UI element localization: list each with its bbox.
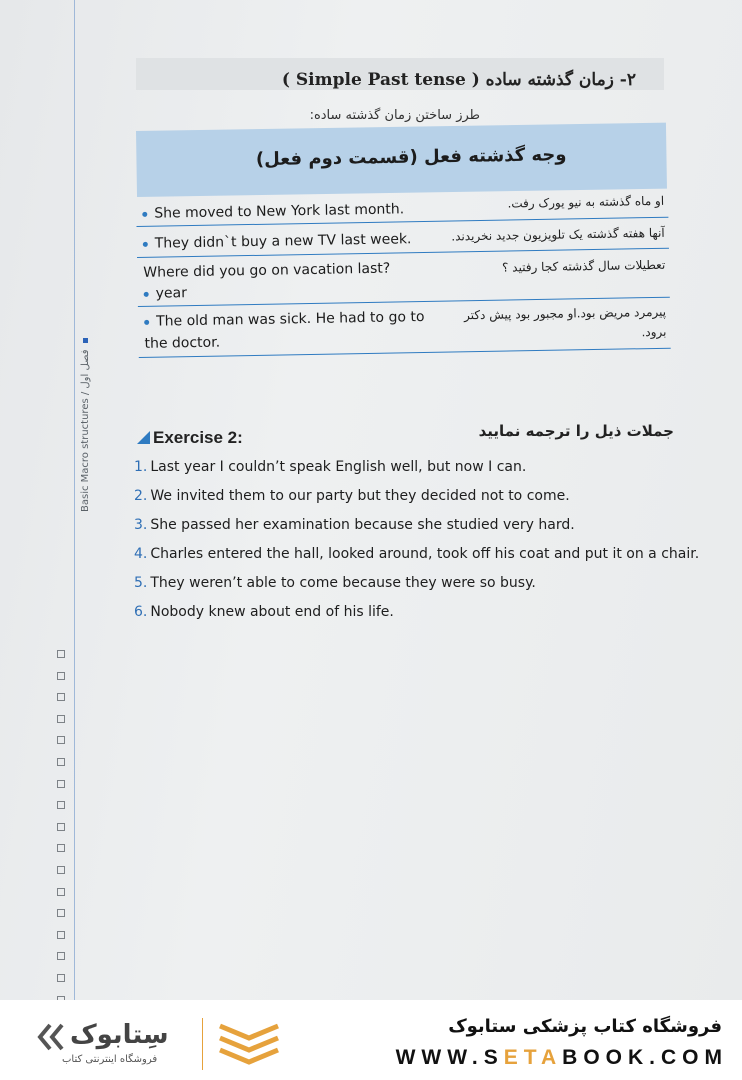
exercise-item: 2. We invited them to our party but they decided not to come. <box>134 488 570 504</box>
rule-band-title: وجه گذشته فعل (قسمت دوم فعل) <box>255 144 567 171</box>
example-row: They didn`t buy a new TV last week. آنها هفته گذشته یک تلویزیون جدید نخریدند. <box>137 218 669 258</box>
exercise-instruction: جملات ذیل را ترجمه نمایید <box>478 422 674 440</box>
section-title: ۲- زمان گذشته ساده ( Simple Past tense ) <box>281 70 636 90</box>
square-marker-icon <box>83 339 88 344</box>
margin-boxes <box>57 650 65 1039</box>
exercise-item: 6. Nobody knew about end of his life. <box>134 604 394 620</box>
example-row: The old man was sick. He had to go to the doctor. پیرمرد مریض بود.او مجبور بود پیش دکتر برود. <box>138 298 671 358</box>
exercise-item: 3. She passed her examination because she studied very hard. <box>134 517 575 533</box>
exercise-item: 1. Last year I couldn’t speak English well, but now I can. <box>134 459 527 475</box>
rule-band <box>136 123 667 197</box>
example-row: Where did you go on vacation last? year تعطیلات سال گذشته کجا رفتید ؟ <box>137 249 670 307</box>
bullet-icon <box>144 319 149 324</box>
running-header <box>80 339 91 513</box>
running-header-text: Basic Macro structures / فصل اول <box>80 349 91 512</box>
store-name: فروشگاه کتاب پزشکی ستابوک <box>448 1016 722 1037</box>
bullet-icon <box>143 241 148 246</box>
store-url[interactable]: WWW.SETABOOK.COM <box>395 1046 728 1069</box>
book-stack-icon <box>214 1016 284 1068</box>
section-subtitle: طرز ساختن زمان گذشته ساده: <box>309 108 480 123</box>
exercise-item: 5. They weren’t able to come because they were so busy. <box>134 575 536 591</box>
exercise-item: 4. Charles entered the hall, looked around, took off his coat and put it on a chair. <box>134 546 700 562</box>
setabook-logo[interactable] <box>36 1020 216 1070</box>
triangle-marker-icon <box>137 431 150 444</box>
exercise-title: Exercise 2: <box>137 428 243 448</box>
margin-line <box>74 0 75 1000</box>
logo-brand: سِتابوک <box>70 1020 169 1050</box>
example-row: She moved to New York last month. او ماه گذشته به نیو یورک رفت. <box>136 189 668 227</box>
divider <box>202 1018 203 1070</box>
chevron-logo-icon <box>36 1022 70 1052</box>
bullet-icon <box>144 291 149 296</box>
logo-tagline: فروشگاه اینترنتی کتاب <box>62 1054 158 1065</box>
watermark-footer <box>0 1000 742 1080</box>
examples-table <box>136 189 671 358</box>
exercise-list <box>134 457 700 631</box>
bullet-icon <box>142 211 147 216</box>
